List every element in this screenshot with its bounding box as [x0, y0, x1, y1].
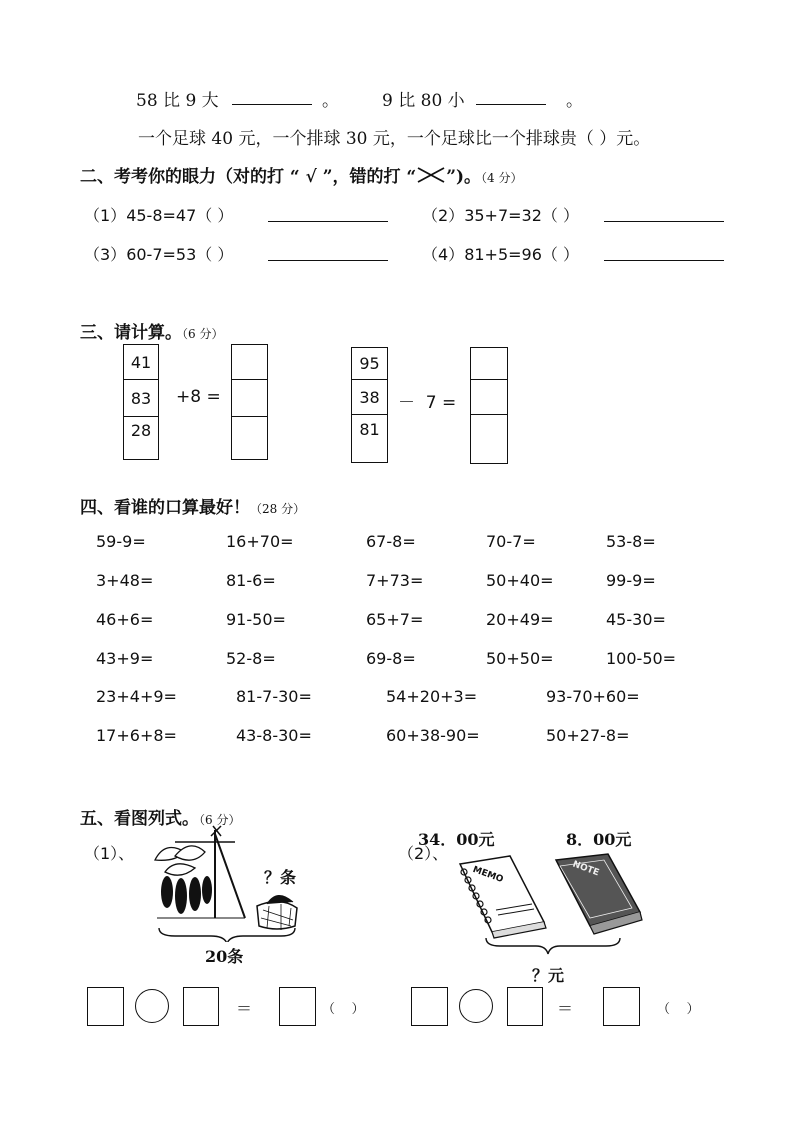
memo-label: MEMO: [471, 864, 505, 886]
item-expression: 35+7=32: [464, 206, 542, 225]
mental-math-item[interactable]: 46+6=: [96, 610, 154, 629]
fill-blank-q1-text: 58 比 9 大: [136, 91, 219, 111]
answer-cell[interactable]: [231, 344, 268, 380]
problem1-label: （1）、: [84, 844, 135, 863]
problem2-label: （2）、: [398, 844, 449, 863]
left-operation: +8 =: [176, 387, 221, 407]
section2-title-end: ”)。: [446, 167, 482, 187]
mental-math-item[interactable]: 91-50=: [226, 610, 286, 629]
mental-math-item[interactable]: 43-8-30=: [236, 726, 312, 745]
answer-paren[interactable]: （ ）: [196, 206, 234, 225]
answer-paren[interactable]: （ ）: [541, 206, 579, 225]
section2-score: （4 分）: [481, 171, 523, 185]
operator-circle[interactable]: [135, 989, 169, 1023]
mental-math-item[interactable]: 7+73=: [366, 571, 424, 590]
note-price: 8．00元: [566, 830, 632, 849]
mental-math-item[interactable]: 43+9=: [96, 649, 154, 668]
section4-heading: [80, 493, 305, 518]
problem2-question: ？元: [532, 966, 565, 985]
unit-paren[interactable]: （ ）: [657, 1002, 700, 1017]
mental-math-item[interactable]: 81-7-30=: [236, 687, 312, 706]
answer-blank-q2[interactable]: [476, 104, 546, 105]
section5-score: （6 分）: [199, 813, 241, 827]
note-label: NOTE: [571, 859, 601, 879]
section3-score: （6 分）: [182, 327, 224, 341]
mental-math-item[interactable]: 50+40=: [486, 571, 554, 590]
equation-box[interactable]: [183, 987, 219, 1026]
item-number: （1）: [84, 206, 127, 225]
equation-box[interactable]: [279, 987, 316, 1026]
right-operation: － 7 =: [398, 393, 457, 413]
judge-item-1: [84, 203, 233, 226]
answer-cell[interactable]: [470, 414, 508, 464]
judge-item-3: [84, 242, 233, 265]
section4-title: 四、看谁的口算最好！: [80, 498, 250, 518]
mental-math-item[interactable]: 81-6=: [226, 571, 276, 590]
item-number: （4）: [422, 245, 465, 264]
mental-math-item[interactable]: 93-70+60=: [546, 687, 640, 706]
equation-box[interactable]: [87, 987, 124, 1026]
memo-price: 34．00元: [418, 830, 495, 849]
operand-cell: 41: [123, 344, 159, 380]
section4-score: （28 分）: [250, 502, 306, 516]
mental-math-item[interactable]: 99-9=: [606, 571, 656, 590]
mental-math-item[interactable]: 23+4+9=: [96, 687, 177, 706]
mental-math-item[interactable]: 16+70=: [226, 532, 294, 551]
mental-math-item[interactable]: 50+27-8=: [546, 726, 630, 745]
operand-cell: 81: [351, 414, 388, 463]
mental-math-item[interactable]: 17+6+8=: [96, 726, 177, 745]
operand-cell: 95: [351, 347, 388, 380]
correction-line-3[interactable]: [268, 260, 388, 261]
operand-cell: 83: [123, 379, 159, 417]
mental-math-item[interactable]: 100-50=: [606, 649, 677, 668]
operand-cell: 38: [351, 379, 388, 415]
section3-title: 三、请计算。: [80, 323, 182, 343]
operand-cell: 28: [123, 416, 159, 460]
mental-math-item[interactable]: 53-8=: [606, 532, 656, 551]
answer-cell[interactable]: [470, 347, 508, 380]
mental-math-item[interactable]: 45-30=: [606, 610, 666, 629]
correction-line-1[interactable]: [268, 221, 388, 222]
item-expression: 60-7=53: [126, 245, 197, 264]
item-number: （3）: [84, 245, 127, 264]
mental-math-item[interactable]: 65+7=: [366, 610, 424, 629]
mental-math-item[interactable]: 20+49=: [486, 610, 554, 629]
answer-paren[interactable]: （ ）: [541, 245, 579, 264]
equation-box[interactable]: [507, 987, 543, 1026]
unit-paren[interactable]: （ ）: [322, 1002, 365, 1017]
judge-item-4: [422, 242, 579, 265]
period-q1: 。: [322, 91, 339, 111]
mental-math-item[interactable]: 54+20+3=: [386, 687, 478, 706]
judge-item-2: [422, 203, 579, 226]
section3-heading: [80, 318, 223, 343]
cross-mark-icon: [416, 166, 446, 184]
mental-math-item[interactable]: 50+50=: [486, 649, 554, 668]
answer-cell[interactable]: [231, 379, 268, 417]
correction-line-2[interactable]: [604, 221, 724, 222]
period-q2: 。: [566, 91, 583, 111]
mental-math-item[interactable]: 3+48=: [96, 571, 154, 590]
problem1-question: ？条: [264, 868, 297, 887]
correction-line-4[interactable]: [604, 260, 724, 261]
mental-math-item[interactable]: 60+38-90=: [386, 726, 480, 745]
equation-box[interactable]: [603, 987, 640, 1026]
mental-math-item[interactable]: 52-8=: [226, 649, 276, 668]
mental-math-item[interactable]: 69-8=: [366, 649, 416, 668]
answer-blank-q1[interactable]: [232, 104, 312, 105]
section2-title: 二、考考你的眼力（对的打 “ √ ”，错的打 “: [80, 167, 417, 187]
item-number: （2）: [422, 206, 465, 225]
ball-price-question: 一个足球 40 元，一个排球 30 元，一个足球比一个排球贵（ ）元。: [138, 129, 651, 149]
mental-math-item[interactable]: 59-9=: [96, 532, 146, 551]
fill-blank-q2-text: 9 比 80 小: [382, 91, 465, 111]
problem1-total: 20条: [205, 947, 244, 966]
equation-box[interactable]: [411, 987, 448, 1026]
answer-cell[interactable]: [231, 416, 268, 460]
answer-cell[interactable]: [470, 379, 508, 415]
equals-sign: ＝: [236, 999, 253, 1018]
answer-paren[interactable]: （ ）: [196, 245, 234, 264]
equals-sign: ＝: [557, 999, 574, 1018]
item-expression: 45-8=47: [126, 206, 197, 225]
section2-heading: [80, 162, 522, 187]
operator-circle[interactable]: [459, 989, 493, 1023]
mental-math-item[interactable]: 67-8=: [366, 532, 416, 551]
item-expression: 81+5=96: [464, 245, 542, 264]
section5-title: 五、看图列式。: [80, 809, 199, 829]
mental-math-item[interactable]: 70-7=: [486, 532, 536, 551]
